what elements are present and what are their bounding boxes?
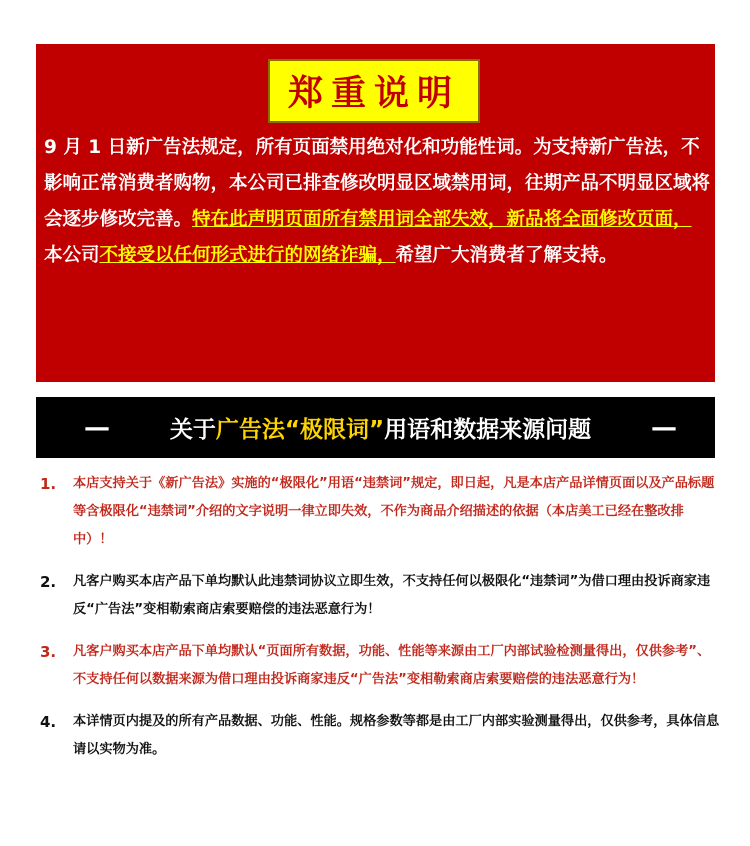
left-dash: — [84,412,110,443]
notice-highlight-2: 不接受以任何形式进行的网络诈骗， [99,245,396,266]
section-title-part-3: 用语和数据来源问题 [384,417,592,443]
notice-text-3: 希望广大消费者了解支持。 [395,245,618,266]
right-dash: — [650,412,677,443]
terms-list [40,470,720,764]
term-item [40,638,720,694]
term-item [40,470,720,554]
notice-body [44,130,710,274]
section-title [170,411,591,444]
section-title-part-1: 关于 [169,417,216,443]
notice-highlight-1: 特在此声明页面所有禁用词全部失效，新品将全面修改页面， [192,209,692,230]
term-text: 本店支持关于《新广告法》实施的“极限化”用语“违禁词”规定，即日起，凡是本店产品详情页面以及产品标题等含极限化“违禁词”介绍的文字说明一律立即失效，不作为商品介绍描述的依据（本店美工已经在整改排中）！ [73,476,715,547]
term-text: 凡客户购买本店产品下单均默认此违禁词协议立即生效，不支持任何以极限化“违禁词”为借口理由投诉商家违反“广告法”变相勒索商店索要赔偿的违法恶意行为！ [73,574,711,617]
notice-text-1: 9 月 1 日新广告法规定，所有页面禁用绝对化和功能性词。为支持新广告法，不影响正常消费者购物，本公司已排查修改明显区域禁用词，往期产品不明显区域将会逐步修改完善。 [44,137,711,230]
term-number: 3. [40,643,57,661]
term-text: 凡客户购买本店产品下单均默认“页面所有数据，功能、性能等来源由工厂内部试验检测量得出，仅供参考”、不支持任何以数据来源为借口理由投诉商家违反“广告法”变相勒索商店索要赔偿的违法恶意行为！ [73,644,711,687]
section-title-part-2: 广告法“极限词” [215,417,385,443]
notice-text-2: 本公司 [44,245,100,266]
notice-panel [36,44,715,382]
term-number: 4. [40,713,57,731]
term-item [40,568,720,624]
term-item [40,708,720,764]
section-header [36,397,715,458]
term-number: 2. [40,573,57,591]
notice-title: 郑重说明 [287,74,460,114]
term-number: 1. [40,475,57,493]
term-text: 本详情页内提及的所有产品数据、功能、性能。规格参数等都是由工厂内部实验测量得出，仅供参考，具体信息请以实物为准。 [73,714,720,757]
notice-title-box [268,59,480,123]
